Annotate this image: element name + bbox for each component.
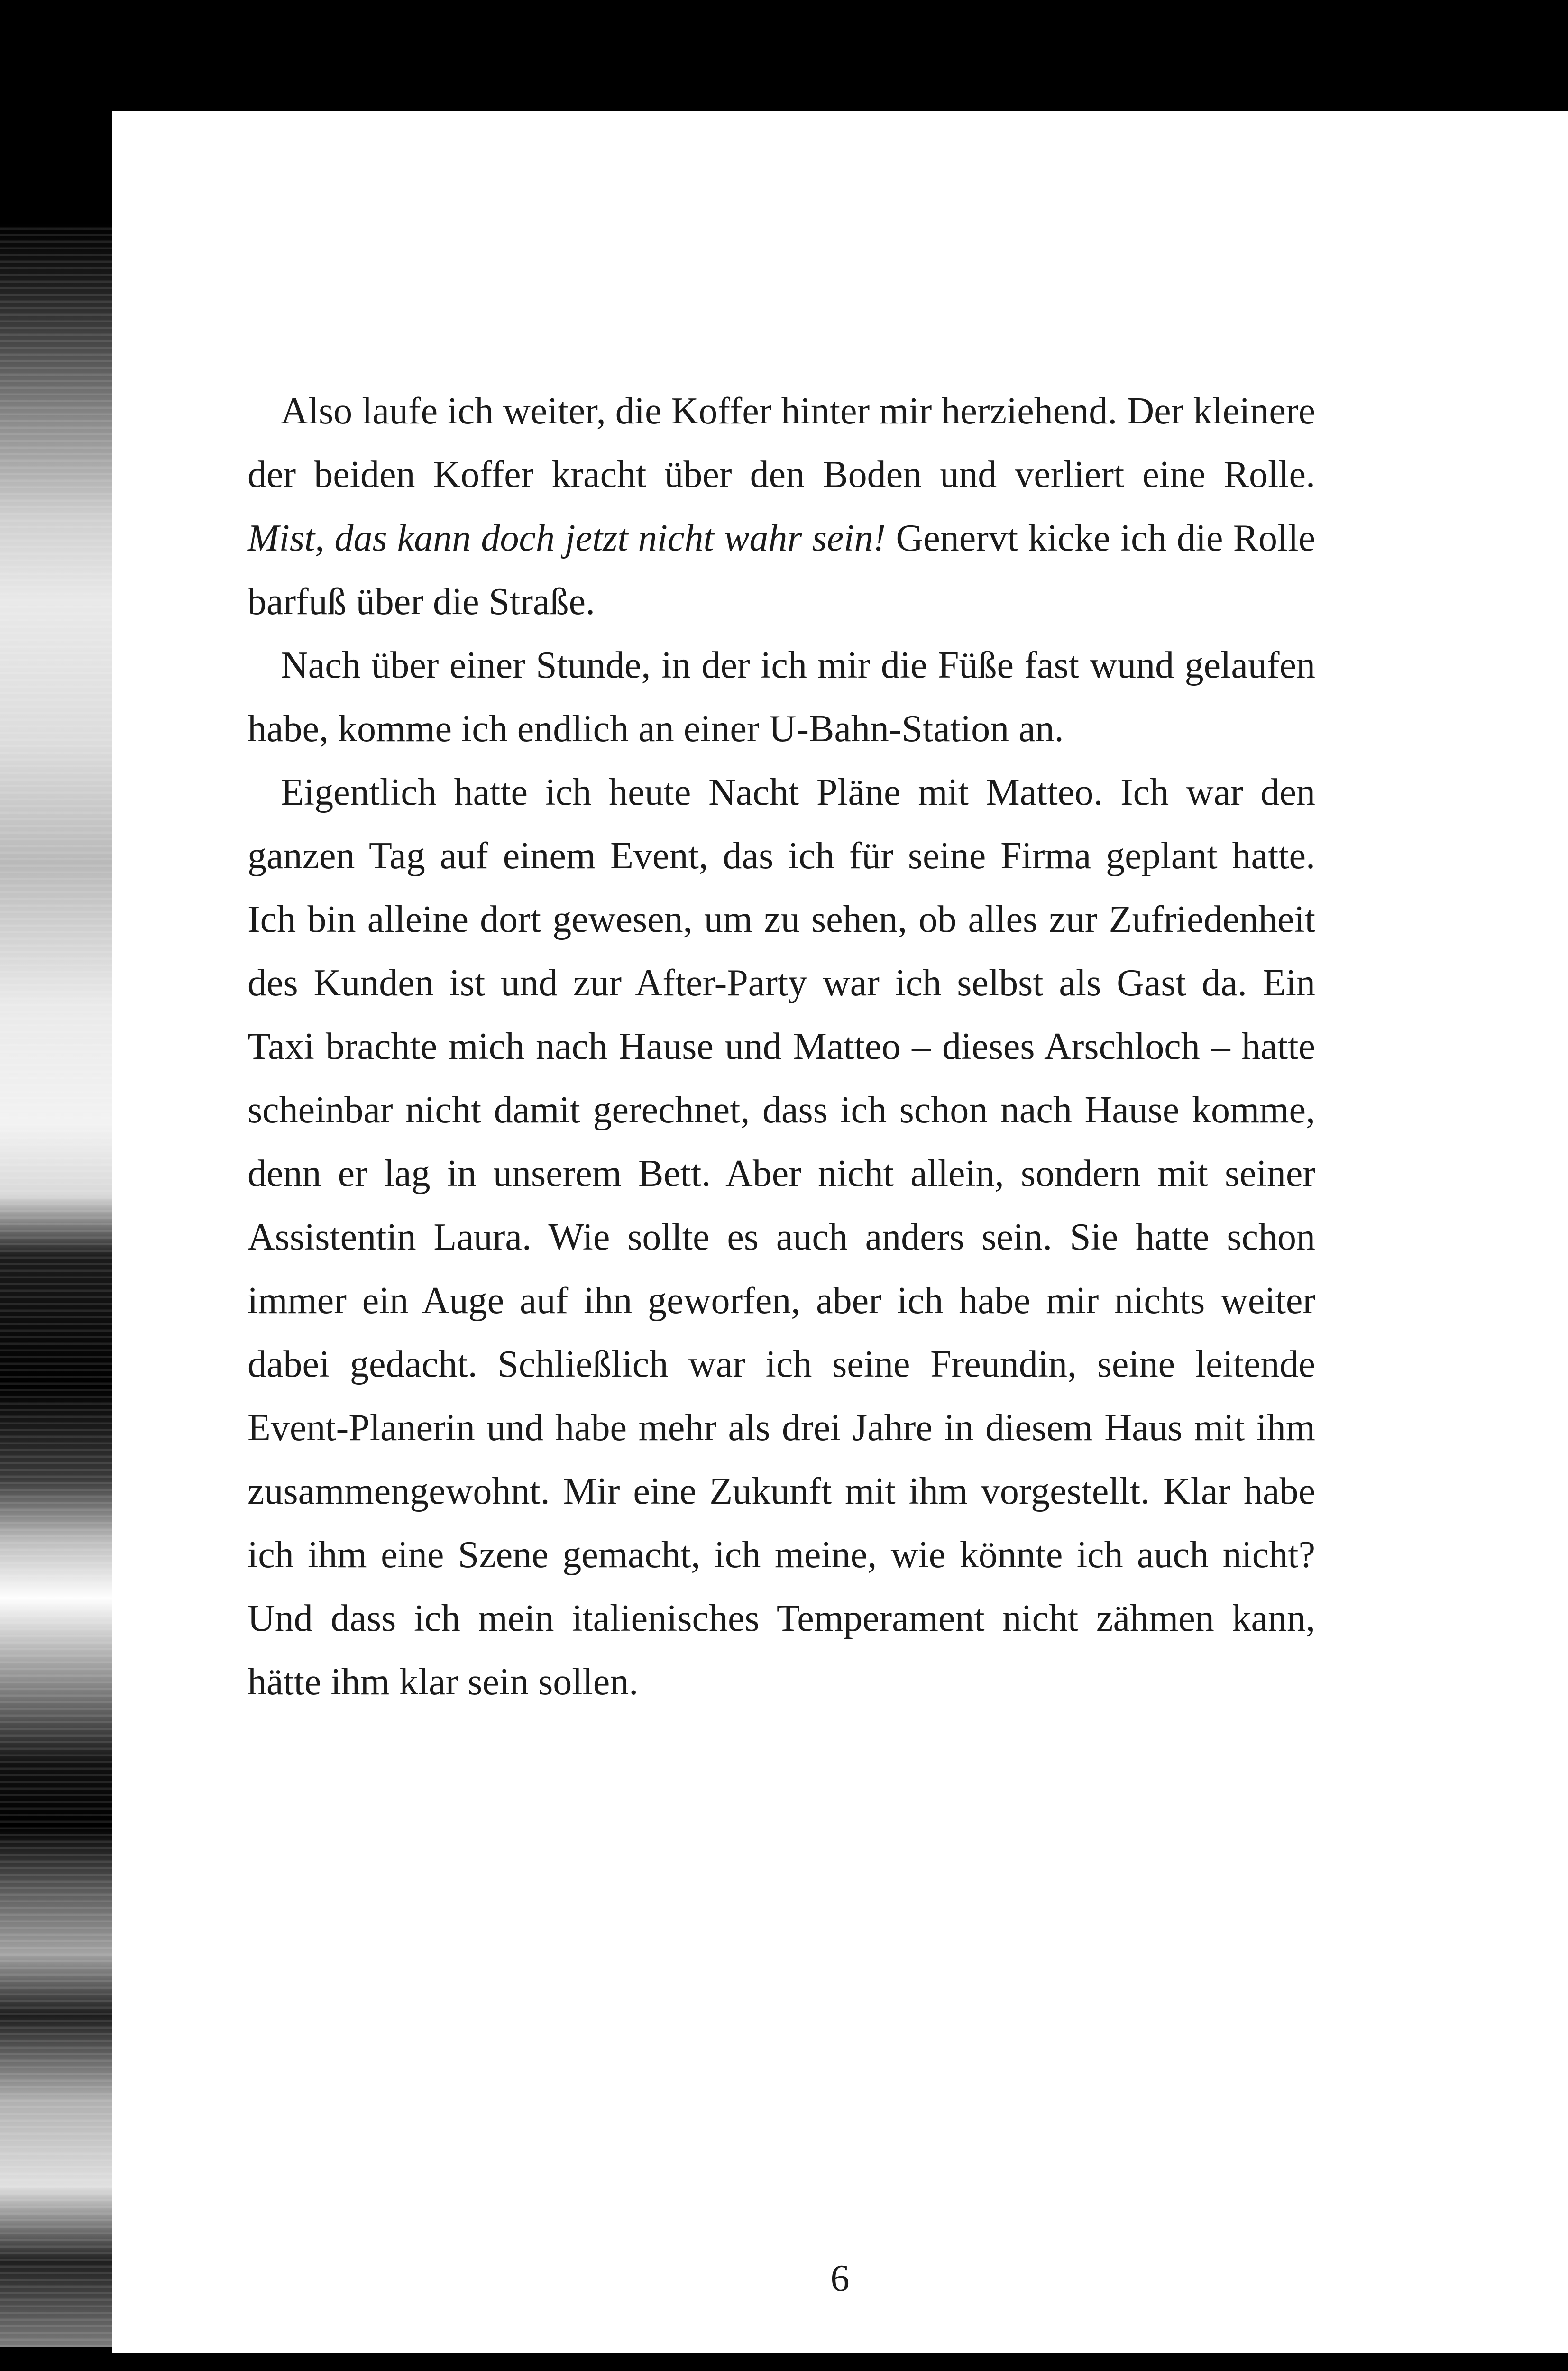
paragraph-2-text: Nach über einer Stunde, in der ich mir die Füße fast wund gelaufen habe, komme ich endlich an einer U-Bahn-Station an. [248,644,1315,750]
scan-edge-strip [0,223,112,2347]
paragraph-1-text-1: Also laufe ich weiter, die Koffer hinter mir herziehend. Der kleinere der beiden Koffer kracht über den Boden und verliert eine Rolle. [248,390,1315,496]
paragraph-3 [248,761,1315,1714]
paragraph-2 [248,634,1315,761]
page-number: 6 [830,2258,850,2299]
paragraph-1-italic-thought: Mist, das kann doch jetzt nicht wahr sein! [248,517,886,559]
body-text [248,379,1315,1714]
paragraph-1 [248,379,1315,634]
paragraph-1-text-2: Genervt kicke ich die Rolle barfuß über die Straße. [248,517,1316,623]
book-page [112,111,1568,2353]
paragraph-3-text: Eigentlich hatte ich heute Nacht Pläne mit Matteo. Ich war den ganzen Tag auf einem Event, das ich für seine Firma geplant hatte. Ich bin alleine dort gewesen, um zu sehen, ob alles zur Zufriedenheit des Kunden ist und zur After-Party war ich selbst als Gast da. Ein Taxi brachte mich nach Hause und Matteo – dieses Arschloch – hatte scheinbar nicht damit gerechnet, dass ich schon nach Hause komme, denn er lag in unserem Bett. Aber nicht allein, sondern mit seiner Assistentin Laura. Wie sollte es auch anders sein. Sie hatte schon immer ein Auge auf ihn geworfen, aber ich habe mir nichts weiter dabei gedacht. Schließlich war ich seine Freundin, seine leitende Event-Planerin und habe mehr als drei Jahre in diesem Haus mit ihm zusammengewohnt. Mir eine Zukunft mit ihm vorgestellt. Klar habe ich ihm eine Szene gemacht, ich meine, wie könnte ich auch nicht? Und dass ich mein italienisches Temperament nicht zähmen kann, hätte ihm klar sein sollen. [248,772,1315,1703]
